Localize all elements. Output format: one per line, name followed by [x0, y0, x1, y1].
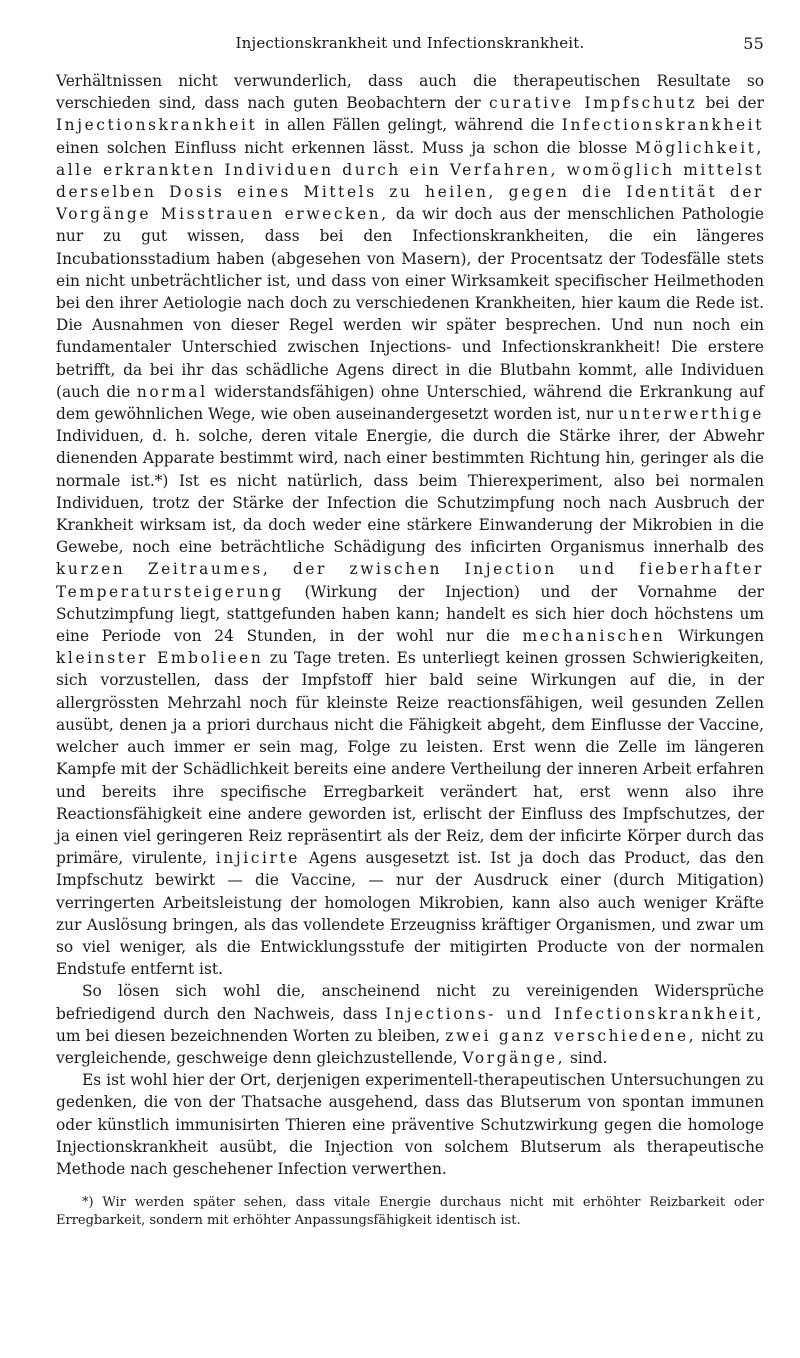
paragraph-1: [56, 70, 764, 980]
emphasis-spaced-text: Infectionskrankheit: [561, 116, 764, 135]
emphasis-spaced-text: normal: [136, 382, 208, 401]
emphasis-spaced-text: Vorgänge,: [462, 1048, 566, 1067]
text-run: Agens ausgesetzt ist. Ist ja doch das Product, das den Impfschutz bewirkt — die Vaccine, — nur der Ausdruck einer (durch Mitigation) verringerten Arbeitsleistung der homologen Mikrobien, kann also auch weniger Kräfte zur Auslösung bringen, als das vollendete Erzeugniss kräftiger Organismen, und zwar um so viel weniger, als die Entwicklungsstufe der mitigirten Producte von der normalen Endstufe entfernt ist.: [56, 849, 765, 979]
emphasis-spaced-text: Injections- und Infectionskrankheit,: [385, 1004, 764, 1023]
emphasis-spaced-text: curative Impfschutz: [488, 94, 698, 113]
paragraph-2: [56, 980, 764, 1069]
text-run: (Wirkung der Injection) und der Vornahme der Schutzimpfung liegt, stattgefunden haben kann; handelt es sich hier doch höchstens um eine Periode von 24 Stunden, in der wohl nur die: [56, 582, 764, 646]
emphasis-spaced-text: Injectionskrankheit: [56, 116, 258, 135]
emphasis-spaced-text: kleinster Embolieen: [56, 649, 264, 668]
text-run: um bei diesen bezeichnenden Worten zu bleiben,: [56, 1026, 446, 1045]
text-run: bei der: [697, 94, 764, 113]
emphasis-spaced-text: Möglichkeit, alle erkrankten Individuen durch ein Verfahren, womöglich mittelst derselben Dosis eines Mittels zu heilen, gegen die Identität der Vorgänge Misstrauen erwecken,: [56, 138, 764, 224]
text-run: sind.: [565, 1048, 608, 1067]
text-run: zu Tage treten. Es unterliegt keinen grossen Schwierigkeiten, sich vorzustellen, dass der Impfstoff hier bald seine Wirkungen auf die, in der allergrössten Mehrzahl noch für kleinste Reize reactionsfähigen, weil gesunden Zellen ausübt, denen ja a priori durchaus nicht die Fähigkeit abgeht, dem Einflusse der Vaccine, welcher auch immer er sein mag, Folge zu leisten. Erst wenn die Zelle im längeren Kampfe mit der Schädlichkeit bereits eine andere Vertheilung der inneren Arbeit erfahren und bereits ihre specifische Erregbarkeit verändert hat, erst wenn also ihre Reactionsfähigkeit eine andere geworden ist, erlischt der Einfluss des Impfschutzes, der ja einen viel geringeren Reiz repräsentirt als der Reiz, dem der inficirte Körper durch das primäre, virulente,: [56, 649, 765, 868]
body-text: [56, 70, 764, 1180]
emphasis-spaced-text: kurzen Zeitraumes, der zwischen Injection und fieberhafter Temperatursteigerung: [56, 560, 764, 601]
page-header: [56, 34, 764, 56]
text-run: Verhältnissen nicht verwunderlich, dass auch die therapeutischen Resultate so verschieden sind, dass nach guten Beobachtern der: [56, 72, 764, 113]
text-run: nicht zu vergleichende, geschweige denn gleichzustellende,: [56, 1026, 764, 1067]
emphasis-spaced-text: injicirte: [215, 849, 300, 868]
text-run: widerstandsfähigen) ohne Unterschied, während die Erkrankung auf dem gewöhnlichen Wege, wie oben auseinandergesetzt worden ist, nur: [56, 382, 764, 424]
text-run: in allen Fällen gelingt, während die: [257, 116, 562, 135]
running-title: Injectionskrankheit und Infectionskrankheit.: [235, 34, 585, 52]
emphasis-spaced-text: unterwerthige: [618, 405, 764, 424]
text-run: Individuen, d. h. solche, deren vitale Energie, die durch die Stärke ihrer, der Abwehr dienenden Apparate bestimmt wird, nach einer bestimmten Richtung hin, geringer als die normale ist.*) Ist es nicht natürlich, dass beim Thierexperiment, also bei normalen Individuen, trotz der Stärke der Infection die Schutzimpfung noch nach Ausbruch der Krankheit wirksam ist, da doch weder eine stärkere Einwanderung der Mikrobien in die Gewebe, noch eine beträchtliche Schädigung des inficirten Organismus innerhalb des: [56, 427, 764, 557]
text-run: Es ist wohl hier der Ort, derjenigen experimentell-therapeutischen Untersuchungen zu gedenken, die von der Thatsache ausgehend, dass das Blutserum von spontan immunen oder künstlich immunisirten Thieren eine präventive Schutzwirkung gegen die homologe Injectionskrankheit ausübt, die Injection von solchem Blutserum als therapeutische Methode nach geschehener Infection verwerthen.: [56, 1071, 764, 1178]
text-run: einen solchen Einfluss nicht erkennen lässt. Muss ja schon die blosse: [56, 138, 636, 157]
emphasis-spaced-text: zwei ganz verschiedene,: [445, 1026, 697, 1045]
text-run: Wirkungen: [665, 627, 764, 646]
page-number: 55: [743, 34, 764, 53]
text-run: da wir doch aus der menschlichen Pathologie nur zu gut wissen, dass bei den Infectionskrankheiten, die ein längeres Incubationsstadium haben (abgesehen von Masern), der Procentsatz der Todesfälle stets ein nicht unbeträchtlicher ist, und dass von einer Wirksamkeit specifischer Heilmethoden bei den ihrer Aetiologie nach doch zu verschiedenen Krankheiten, hier kaum die Rede ist. Die Ausnahmen von dieser Regel werden wir später besprechen. Und nun noch ein fundamentaler Unterschied zwischen Injections- und Infectionskrankheit! Die erstere betrifft, da bei ihr das schädliche Agens direct in die Blutbahn kommt, alle Individuen (auch die: [56, 205, 764, 401]
text-run: So lösen sich wohl die, anscheinend nicht zu vereinigenden Widersprüche befriedigend durch den Nachweis, dass: [56, 982, 764, 1023]
book-page: [56, 34, 764, 1230]
footnote: *) Wir werden später sehen, dass vitale Energie durchaus nicht mit erhöhter Reizbarkeit oder Erregbarkeit, sondern mit erhöhter Anpassungsfähigkeit identisch ist.: [56, 1195, 764, 1229]
paragraph-3: [56, 1069, 764, 1180]
emphasis-spaced-text: mechanischen: [522, 627, 666, 646]
